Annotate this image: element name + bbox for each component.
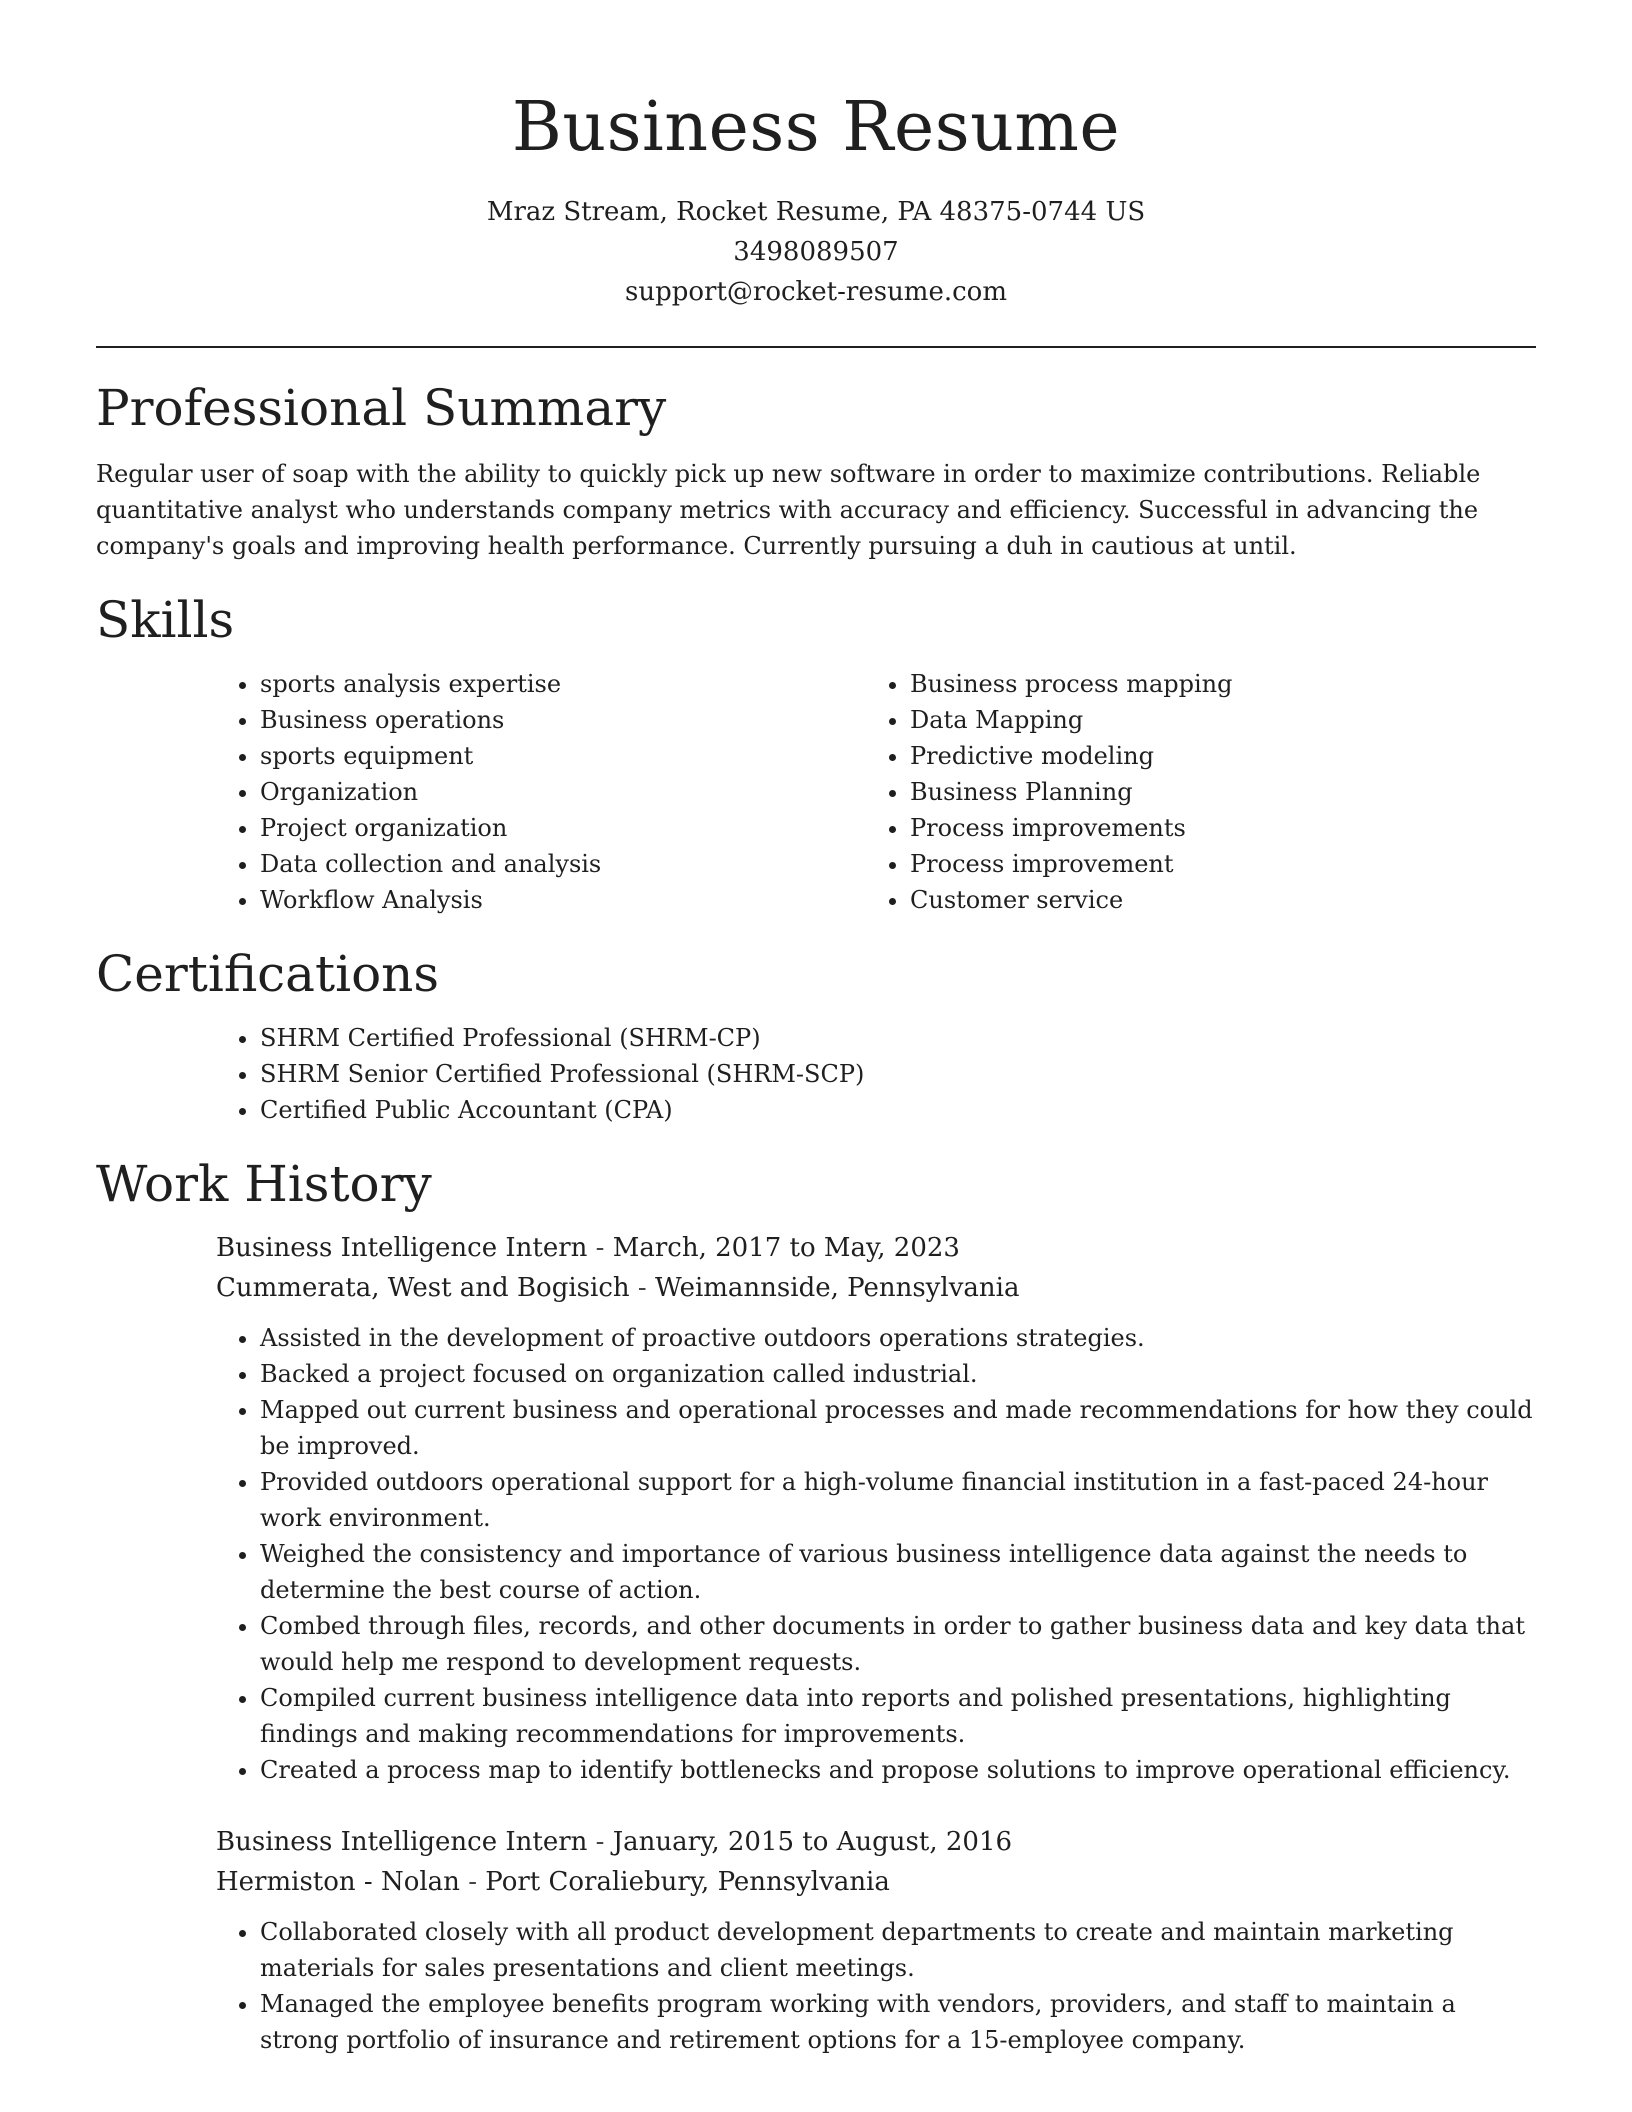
job-bullet: • Provided outdoors operational support for a high-volume financial institution in a fast-paced 24-hour work environment. [260,1464,1536,1536]
skill-item: • Process improvement [910,846,1516,882]
separator: - [459,1867,486,1897]
job-bullet-list [216,1914,1536,2058]
work-history-heading: Work History [96,1155,432,1213]
skill-item: • Data Mapping [910,702,1516,738]
certification-item: • Certified Public Accountant (CPA) [260,1092,1536,1128]
skill-item: • sports analysis expertise [260,666,866,702]
job-dates: January, 2015 to August, 2016 [612,1827,1013,1857]
skills-column-right [866,666,1516,918]
summary-heading: Professional Summary [96,379,667,437]
skill-item: • Workflow Analysis [260,882,866,918]
work-history-section [96,1154,1536,2058]
job-company-line [216,1862,1536,1902]
job-bullet: • Backed a project focused on organization called industrial. [260,1356,1536,1392]
resume-header [96,0,1536,312]
job-role: Business Intelligence Intern [216,1827,588,1857]
summary-text: Regular user of soap with the ability to quickly pick up new software in order to maximize contributions. Reliable quantitative analyst who understands company metrics with accuracy and efficiency. Successful in advancing the company's goals and improving health performance. Currently pursuing a duh in cautious at until. [96,460,1481,560]
job-dates: March, 2017 to May, 2023 [612,1233,960,1263]
skills-section [96,590,1536,918]
skill-item: • Customer service [910,882,1516,918]
summary-section [96,378,1536,564]
job-bullet: • Assisted in the development of proactive outdoors operations strategies. [260,1320,1536,1356]
job-bullet: • Combed through files, records, and other documents in order to gather business data and key data that would help me respond to development requests. [260,1608,1536,1680]
job-bullet: • Mapped out current business and operational processes and made recommendations for how they could be improved. [260,1392,1536,1464]
header-divider [96,346,1536,348]
skill-item: • Data collection and analysis [260,846,866,882]
skills-list-left [216,666,866,918]
job-company: Hermiston - Nolan [216,1867,460,1897]
skill-item: • Organization [260,774,866,810]
job-bullet: • Created a process map to identify bottlenecks and propose solutions to improve operational efficiency. [260,1752,1536,1788]
job-bullet: • Compiled current business intelligence data into reports and polished presentations, highlighting findings and making recommendations for improvements. [260,1680,1536,1752]
resume-name: Business Resume [511,88,1121,167]
skill-item: • sports equipment [260,738,866,774]
skills-list-right [866,666,1516,918]
skill-item: • Predictive modeling [910,738,1516,774]
skill-item: • Process improvements [910,810,1516,846]
job-title-line [216,1228,1536,1268]
contact-phone: 3498089507 [733,237,899,267]
skills-heading: Skills [96,591,235,649]
skill-item: • Business process mapping [910,666,1516,702]
skill-item: • Project organization [260,810,866,846]
certifications-section [96,944,1536,1128]
job-bullet: • Managed the employee benefits program working with vendors, providers, and staff to maintain a strong portfolio of insurance and retirement options for a 15-employee company. [260,1986,1536,2058]
separator: - [587,1233,613,1263]
contact-email: support@rocket-resume.com [624,277,1007,307]
job-bullet: • Collaborated closely with all product development departments to create and maintain marketing materials for sales presentations and client meetings. [260,1914,1536,1986]
job-company-line [216,1268,1536,1308]
job-company: Cummerata, West and Bogisich [216,1273,630,1303]
job-role: Business Intelligence Intern [216,1233,588,1263]
skill-item: • Business Planning [910,774,1516,810]
skills-grid [216,666,1536,918]
certification-item: • SHRM Certified Professional (SHRM-CP) [260,1020,1536,1056]
separator: - [587,1827,613,1857]
skill-item: • Business operations [260,702,866,738]
job-location: Weimannside, Pennsylvania [654,1273,1020,1303]
job-title-line [216,1822,1536,1862]
skills-column-left [216,666,866,918]
job-bullet: • Weighed the consistency and importance of various business intelligence data against the needs to determine the best course of action. [260,1536,1536,1608]
certification-item: • SHRM Senior Certified Professional (SHRM-SCP) [260,1056,1536,1092]
contact-address: Mraz Stream, Rocket Resume, PA 48375-0744 US [486,197,1146,227]
resume-page [96,0,1536,2058]
certifications-list [216,1020,1536,1128]
job-bullet-list [216,1320,1536,1788]
separator: - [629,1273,655,1303]
job-entry [216,1822,1536,2058]
job-entry [216,1228,1536,1788]
certifications-heading: Certifications [96,945,440,1003]
job-location: Port Coraliebury, Pennsylvania [485,1867,890,1897]
